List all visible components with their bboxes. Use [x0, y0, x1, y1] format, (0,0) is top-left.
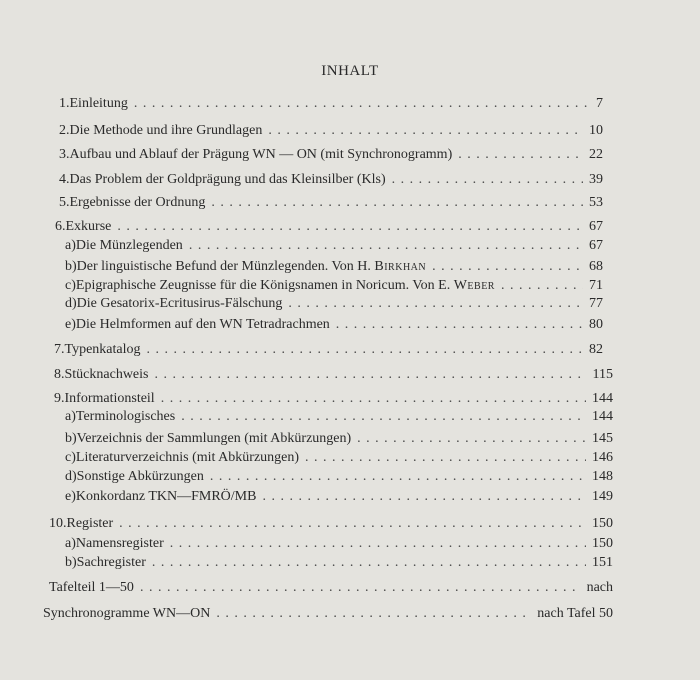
toc-entry: [65, 488, 613, 506]
toc-entry: [59, 122, 603, 140]
toc-entry-title: [43, 605, 210, 623]
dot-leader: [210, 468, 586, 486]
dot-leader: [262, 488, 586, 506]
toc-entry-page: 151: [592, 555, 613, 570]
toc-entry: [59, 146, 603, 164]
toc-entry-title: [76, 488, 257, 506]
toc-entry: [65, 237, 603, 255]
toc-entry-page: 67: [589, 238, 603, 253]
toc-entry-page: 149: [592, 489, 613, 504]
toc-entry: [43, 605, 613, 623]
toc-entry: [65, 277, 603, 295]
toc-entry-page: 150: [592, 536, 613, 551]
toc-entry-title: [76, 449, 299, 467]
toc-entry-title-text: Der linguistische Befund der Münzlegenden. Von H.: [76, 259, 371, 274]
toc-entry-number: e): [65, 489, 76, 504]
toc-entry-page: 80: [589, 317, 603, 332]
toc-entry: [65, 295, 603, 313]
toc-entry-page: nach Tafel 50: [537, 606, 613, 621]
toc-entry-title-text: Das Problem der Goldprägung und das Kleinsilber (Kls): [69, 172, 386, 187]
dot-leader: [117, 218, 583, 236]
dot-leader: [134, 95, 590, 113]
toc-entry-title-text: Die Helmformen auf den WN Tetradrachmen: [75, 317, 330, 332]
toc-entry-number: 8.: [54, 367, 65, 382]
toc-entry-title: [77, 468, 204, 486]
toc-entry-page: 67: [589, 219, 603, 234]
toc-entry-number: 3.: [59, 147, 70, 162]
toc-entry: [65, 430, 613, 448]
toc-entry-page: 77: [589, 296, 603, 311]
toc-entry-title-text: Tafelteil 1—50: [49, 580, 134, 595]
toc-entry-page: 53: [589, 195, 603, 210]
toc-entry-title: [65, 390, 155, 408]
toc-entry-author: Birkhan: [374, 259, 427, 274]
toc-entry-number: b): [65, 259, 77, 274]
toc-entry-page: 145: [592, 431, 613, 446]
toc-entry-title: [76, 277, 495, 295]
toc-entry-title: [70, 95, 128, 113]
toc-entry: [59, 171, 603, 189]
dot-leader: [458, 146, 583, 164]
dot-leader: [170, 535, 586, 553]
toc-entry-number: d): [65, 296, 77, 311]
toc-entry: [65, 468, 613, 486]
toc-entry-title-text: Typenkatalog: [64, 342, 141, 357]
toc-entry: [59, 194, 603, 212]
toc-entry-page: 68: [589, 259, 603, 274]
toc-entry-number: 6.: [55, 219, 66, 234]
toc-entry-page: 146: [592, 450, 613, 465]
toc-entry-title-text: Ergebnisse der Ordnung: [69, 195, 206, 210]
dot-leader: [336, 316, 583, 334]
toc-entry-title-text: Synchronogramme WN—ON: [43, 606, 211, 621]
toc-entry-number: c): [65, 450, 76, 465]
toc-entry-title-text: Die Münzlegenden: [75, 238, 183, 253]
toc-entry-number: b): [65, 431, 77, 446]
toc-entry: [59, 95, 603, 113]
toc-entry-title-text: Die Gesatorix-Ecritusirus-Fälschung: [76, 296, 283, 311]
toc-entry-title-text: Einleitung: [69, 96, 128, 111]
dot-leader: [119, 515, 586, 533]
toc-entry: [54, 366, 613, 384]
toc-entry-page: 144: [592, 391, 613, 406]
toc-entry-title-text: Informationsteil: [64, 391, 155, 406]
toc-entry-title-text: Konkordanz TKN—FMRÖ/MB: [75, 489, 257, 504]
toc-entry: [65, 449, 613, 467]
toc-entry-page: 10: [589, 123, 603, 138]
toc-entry-title-text: Sachregister: [76, 555, 146, 570]
toc-entry-title-text: Aufbau und Ablauf der Prägung WN — ON (mit Synchronogramm): [69, 147, 453, 162]
dot-leader: [189, 237, 583, 255]
toc-entry: [49, 515, 613, 533]
toc-entry-title: [65, 341, 141, 359]
toc-entry-page: 150: [592, 516, 613, 531]
toc-entry-title: [65, 366, 149, 384]
toc-entry-number: 10.: [49, 516, 67, 531]
toc-entry-page: 115: [592, 367, 613, 382]
toc-entry-page: 82: [589, 342, 603, 357]
toc-entry-author: Weber: [453, 278, 495, 293]
dot-leader: [152, 554, 586, 572]
toc-entry-page: 7: [596, 96, 603, 111]
toc-entry-title: [77, 554, 146, 572]
toc-entry-page: 39: [589, 172, 603, 187]
toc-entry-title: [77, 430, 351, 448]
toc-entry-title-text: Sonstige Abkürzungen: [76, 469, 204, 484]
toc-entry-number: 1.: [59, 96, 70, 111]
dot-leader: [288, 295, 583, 313]
toc-entry-title: [70, 171, 386, 189]
toc-entry-title-text: Epigraphische Zeugnisse für die Königsnamen in Noricum. Von E.: [75, 278, 451, 293]
toc-entry-title: [76, 316, 330, 334]
dot-leader: [268, 122, 583, 140]
toc-entry-title-text: Exkurse: [65, 219, 112, 234]
toc-entry-title: [67, 515, 114, 533]
toc-entry-title-text: Verzeichnis der Sammlungen (mit Abkürzungen): [76, 431, 352, 446]
toc-entry-title: [76, 408, 175, 426]
toc-entry: [65, 316, 603, 334]
toc-entry: [49, 579, 613, 597]
toc-entry-title: [70, 194, 206, 212]
toc-entry-number: 5.: [59, 195, 70, 210]
dot-leader: [161, 390, 586, 408]
toc-entry-page: 22: [589, 147, 603, 162]
toc-heading: INHALT: [321, 63, 379, 79]
toc-entry-title: [77, 295, 283, 313]
toc-entry-number: 4.: [59, 172, 70, 187]
toc-entry-page: nach: [586, 580, 613, 595]
toc-entry-title: [76, 535, 164, 553]
dot-leader: [392, 171, 583, 189]
toc-entry-title: [66, 218, 112, 236]
toc-entry: [65, 258, 603, 276]
toc-entry: [54, 390, 613, 408]
toc-entry-number: 7.: [54, 342, 65, 357]
toc-entry-title: [70, 146, 453, 164]
toc-entry-page: 71: [589, 278, 603, 293]
dot-leader: [211, 194, 583, 212]
toc-entry-number: d): [65, 469, 77, 484]
dot-leader: [357, 430, 586, 448]
toc-entry-number: 2.: [59, 123, 70, 138]
dot-leader: [432, 258, 583, 276]
toc-entry-number: a): [65, 536, 76, 551]
toc-entry-title: [49, 579, 134, 597]
toc-entry-title-text: Literaturverzeichnis (mit Abkürzungen): [75, 450, 300, 465]
toc-entry-number: e): [65, 317, 76, 332]
toc-entry: [54, 341, 603, 359]
dot-leader: [140, 579, 581, 597]
toc-entry-number: b): [65, 555, 77, 570]
toc-entry-title-text: Stücknachweis: [64, 367, 149, 382]
dot-leader: [181, 408, 586, 426]
toc-entry-title: [77, 258, 426, 276]
toc-entry: [65, 408, 613, 426]
toc-entry-title-text: Register: [66, 516, 114, 531]
toc-entry-page: 144: [592, 409, 613, 424]
dot-leader: [216, 605, 531, 623]
toc-entry-title: [70, 122, 263, 140]
dot-leader: [305, 449, 586, 467]
dot-leader: [154, 366, 586, 384]
toc-entry-page: 148: [592, 469, 613, 484]
dot-leader: [501, 277, 583, 295]
toc-entry-number: a): [65, 409, 76, 424]
dot-leader: [147, 341, 584, 359]
toc-entry-title-text: Die Methode und ihre Grundlagen: [69, 123, 263, 138]
toc-entry-number: 9.: [54, 391, 65, 406]
toc-entry: [65, 535, 613, 553]
toc-entry-title: [76, 237, 183, 255]
toc-entry-number: a): [65, 238, 76, 253]
toc-entry-number: c): [65, 278, 76, 293]
toc-entry: [65, 554, 613, 572]
toc-entry-title-text: Terminologisches: [75, 409, 176, 424]
toc-entry-title-text: Namensregister: [75, 536, 164, 551]
toc-entry: [55, 218, 603, 236]
